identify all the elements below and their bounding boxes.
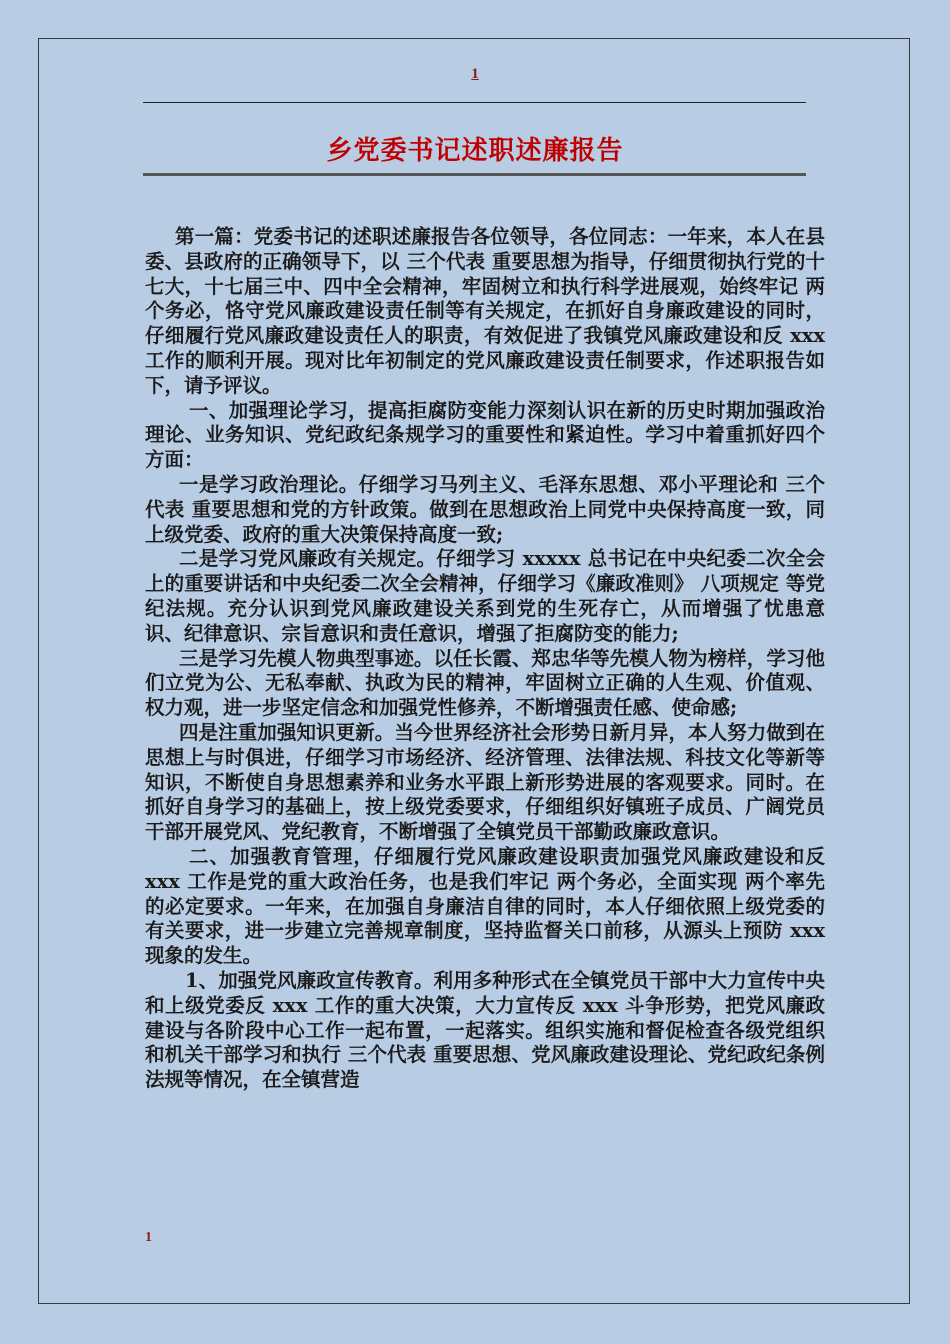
header-page-number: 1	[471, 66, 479, 82]
paragraph-item-3: 三是学习先模人物典型事迹。以任长霞、郑忠华等先模人物为榜样，学习他们立党为公、无私奉献、执政为民的精神，牢固树立正确的人生观、价值观、权力观，进一步坚定信念和加强党性修养，不断增强责任感、使命感;	[145, 646, 825, 720]
footer-page-number: 1	[145, 1230, 152, 1245]
header-divider	[143, 102, 806, 103]
document-title: 乡党委书记述职述廉报告	[326, 136, 624, 166]
paragraph-item-2: 二是学习党风廉政有关规定。仔细学习 xxxxx 总书记在中央纪委二次全会上的重要讲话和中央纪委二次全会精神，仔细学习《廉政准则》 八项规定 等党纪法规。充分认识到党风廉政建设关系到党的生死存亡，从而增强了忧患意识、纪律意识、宗旨意识和责任意识，增强了拒腐防变的能力;	[145, 547, 826, 645]
paragraph-subsection-1: 1、加强党风廉政宣传教育。利用多种形式在全镇党员干部中大力宣传中央和上级党委反 xxx 工作的重大决策，大力宣传反 xxx 斗争形势，把党风廉政建设与各阶段中心工作一起布置，一起落实。组织实施和督促检查各级党组织和机关干部学习和执行 三个代表 重要思想、党风廉政建设理论、党纪政纪条例法规等情况，在全镇营造	[145, 968, 826, 1092]
paragraph-section-1: 一、加强理论学习，提高拒腐防变能力深刻认识在新的历史时期加强政治理论、业务知识、党纪政纪条规学习的重要性和紧迫性。学习中着重抓好四个方面：	[145, 398, 825, 472]
document-body	[145, 225, 825, 1093]
title-divider	[143, 173, 806, 176]
paragraph-item-1: 一是学习政治理论。仔细学习马列主义、毛泽东思想、邓小平理论和 三个代表 重要思想和党的方针政策。做到在思想政治上同党中央保持高度一致，同上级党委、政府的重大决策保持高度一致;	[145, 472, 825, 546]
paragraph-item-4: 四是注重加强知识更新。当今世界经济社会形势日新月异，本人努力做到在思想上与时俱进，仔细学习市场经济、经济管理、法律法规、科技文化等新等知识，不断使自身思想素养和业务水平跟上新形势进展的客观要求。同时。在抓好自身学习的基础上，按上级党委要求，仔细组织好镇班子成员、广阔党员干部开展党风、党纪教育，不断增强了全镇党员干部勤政廉政意识。	[145, 720, 825, 844]
paragraph-intro: 第一篇：党委书记的述职述廉报告各位领导，各位同志：一年来，本人在县委、县政府的正确领导下，以 三个代表 重要思想为指导，仔细贯彻执行党的十七大，十七届三中、四中全会精神，牢固树立和执行科学进展观，始终牢记 两个务必，恪守党风廉政建设责任制等有关规定，在抓好自身廉政建设的同时，仔细履行党风廉政建设责任人的职责，有效促进了我镇党风廉政建设和反 xxx 工作的顺利开展。现对比年初制定的党风廉政建设责任制要求，作述职报告如下，请予评议。	[145, 225, 826, 397]
paragraph-section-2: 二、加强教育管理，仔细履行党风廉政建设职责加强党风廉政建设和反 xxx 工作是党的重大政治任务，也是我们牢记 两个务必，全面实现 两个率先 的必定要求。一年来，在加强自身廉洁自律的同时，本人仔细依照上级党委的有关要求，进一步建立完善规章制度，坚持监督关口前移，从源头上预防 xxx 现象的发生。	[145, 844, 825, 968]
